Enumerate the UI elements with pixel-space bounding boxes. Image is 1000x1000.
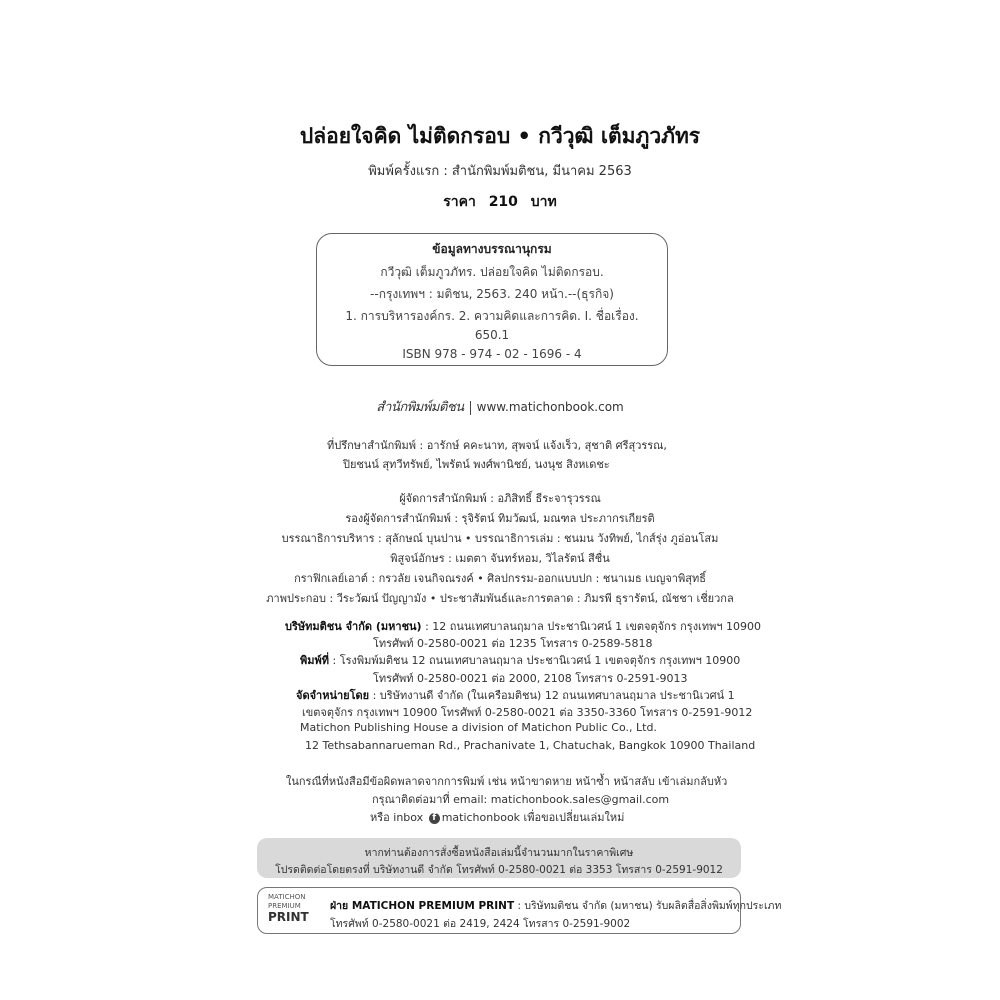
staff-line: ภาพประกอบ : วีระวัฒน์ ปัญญามัง • ประชาสัมพันธ์และการตลาด : ภิมรพี ธุรารัตน์, ณัชชา เชี่ยวกล xyxy=(266,592,734,605)
publisher-brand xyxy=(0,396,1000,417)
advisors-line: ปิยชนน์ สุทวีทรัพย์, ไพรัตน์ พงศ์พานิชย์, นงนุช สิงหเดชะ xyxy=(343,458,610,471)
price xyxy=(0,191,1000,213)
distributor-label: จัดจำหน่ายโดย xyxy=(296,689,370,702)
cataloging-line: --กรุงเทพฯ : มติชน, 2563. 240 หน้า.--(ธุรกิจ) xyxy=(370,287,614,301)
advisors-line: ที่ปรึกษาสำนักพิมพ์ : อารักษ์ คคะนาท, สุพจน์ แจ้งเร็ว, สุชาติ ศรีสุวรรณ, xyxy=(327,439,667,452)
printer-address: : โรงพิมพ์มติชน 12 ถนนเทศบาลนฤมาล ประชานิเวศน์ 1 เขตจตุจักร กรุงเทพฯ 10900 xyxy=(329,654,741,667)
publisher-logo: สำนักพิมพ์มติชน xyxy=(376,400,464,415)
premium-print-label: ฝ่าย MATICHON PREMIUM PRINT xyxy=(330,900,515,912)
distributor-info xyxy=(296,686,735,704)
staff-line: ผู้จัดการสำนักพิมพ์ : อภิสิทธิ์ ธีระจารุวรรณ xyxy=(399,492,601,505)
premium-print-info xyxy=(330,897,781,914)
distributor-address: : บริษัทงานดี จำกัด (ในเครือมติชน) 12 ถนนเทศบาลนฤมาล ประชานิเวศน์ 1 xyxy=(369,689,735,702)
website-link[interactable]: www.matichonbook.com xyxy=(476,400,624,414)
page-title: ปล่อยใจคิด ไม่ติดกรอบ • กวีวุฒิ เต็มภูวภัทร xyxy=(299,124,701,148)
bulk-order-line: หากท่านต้องการสั่งซื้อหนังสือเล่มนี้จำนวนมากในราคาพิเศษ xyxy=(364,847,634,859)
logo-line: MATICHON xyxy=(268,893,306,901)
premium-print-phone: โทรศัพท์ 0-2580-0021 ต่อ 2419, 2424 โทรสาร 0-2591-9002 xyxy=(330,918,631,930)
price-label: ราคา xyxy=(443,194,476,210)
company-english-name: Matichon Publishing House a division of Matichon Public Co., Ltd. xyxy=(300,721,657,734)
inbox-label: หรือ inbox xyxy=(370,811,424,824)
publisher-label: บริษัทมติชน จำกัด (มหาชน) xyxy=(285,620,422,633)
isbn: ISBN 978 - 974 - 02 - 1696 - 4 xyxy=(402,347,582,361)
printer-phone: โทรศัพท์ 0-2580-0021 ต่อ 2000, 2108 โทรสาร 0-2591-9013 xyxy=(373,672,688,685)
inbox-purpose: เพื่อขอเปลี่ยนเล่มใหม่ xyxy=(523,811,625,824)
publisher-address: : 12 ถนนเทศบาลนฤมาล ประชานิเวศน์ 1 เขตจตุจักร กรุงเทพฯ 10900 xyxy=(421,620,761,633)
defect-notice-line: ในกรณีที่หนังสือมีข้อผิดพลาดจากการพิมพ์ เช่น หน้าขาดหาย หน้าซ้ำ หน้าสลับ เข้าเล่มกลับหัว xyxy=(286,775,728,788)
distributor-phone: เขตจตุจักร กรุงเทพฯ 10900 โทรศัพท์ 0-2580-0021 ต่อ 3350-3360 โทรสาร 0-2591-9012 xyxy=(302,706,753,719)
printer-info xyxy=(300,651,740,669)
divider xyxy=(470,401,471,415)
price-unit: บาท xyxy=(530,194,557,210)
cataloging-classification: 650.1 xyxy=(474,328,510,342)
cataloging-line: กวีวุฒิ เต็มภูวภัทร. ปล่อยใจคิด ไม่ติดกรอบ. xyxy=(380,265,604,279)
cataloging-heading: ข้อมูลทางบรรณานุกรม xyxy=(432,242,552,256)
printer-label: พิมพ์ที่ xyxy=(300,654,330,667)
staff-line: กราฟิกเลย์เอาต์ : กรวลัย เจนกิจณรงค์ • ศิลปกรรม-ออกแบบปก : ชนาเมธ เบญจาพิสุทธิ์ xyxy=(294,572,706,585)
edition-info: พิมพ์ครั้งแรก : สำนักพิมพ์มติชน, มีนาคม 2563 xyxy=(368,164,632,179)
premium-print-logo xyxy=(268,893,318,923)
defect-notice-inbox xyxy=(370,808,624,826)
logo-word: PRINT xyxy=(268,910,309,924)
premium-print-text: : บริษัทมติชน จำกัด (มหาชน) รับผลิตสื่อสิ่งพิมพ์ทุกประเภท xyxy=(514,900,782,912)
staff-line: รองผู้จัดการสำนักพิมพ์ : รุจิรัตน์ ทิมวัฒน์, มณฑล ประภากรเกียรติ xyxy=(345,512,655,525)
defect-notice-email: กรุณาติดต่อมาที่ email: matichonbook.sales@gmail.com xyxy=(372,793,670,806)
publisher-phone: โทรศัพท์ 0-2580-0021 ต่อ 1235 โทรสาร 0-2589-5818 xyxy=(373,637,653,650)
logo-line: PREMIUM xyxy=(268,902,301,910)
company-english-address: 12 Tethsabannarueman Rd., Prachanivate 1, Chatuchak, Bangkok 10900 Thailand xyxy=(305,739,756,752)
staff-line: พิสูจน์อักษร : เมตตา จันทร์หอม, วิไลรัตน์ สีชื่น xyxy=(390,552,610,565)
publisher-info xyxy=(285,617,761,635)
staff-line: บรรณาธิการบริหาร : สุลักษณ์ บุนปาน • บรรณาธิการเล่ม : ชนมน วังทิพย์, ไกส์รุ่ง ภูอ่อนโสม xyxy=(281,532,719,545)
facebook-icon: f xyxy=(429,813,440,824)
cataloging-line: 1. การบริหารองค์กร. 2. ความคิดและการคิด. I. ชื่อเรื่อง. xyxy=(345,309,639,323)
bulk-order-contact: โปรดติดต่อโดยตรงที่ บริษัทงานดี จำกัด โทรศัพท์ 0-2580-0021 ต่อ 3353 โทรสาร 0-2591-9012 xyxy=(275,864,723,876)
price-amount: 210 xyxy=(488,194,518,210)
facebook-page-link[interactable]: matichonbook xyxy=(441,811,521,824)
